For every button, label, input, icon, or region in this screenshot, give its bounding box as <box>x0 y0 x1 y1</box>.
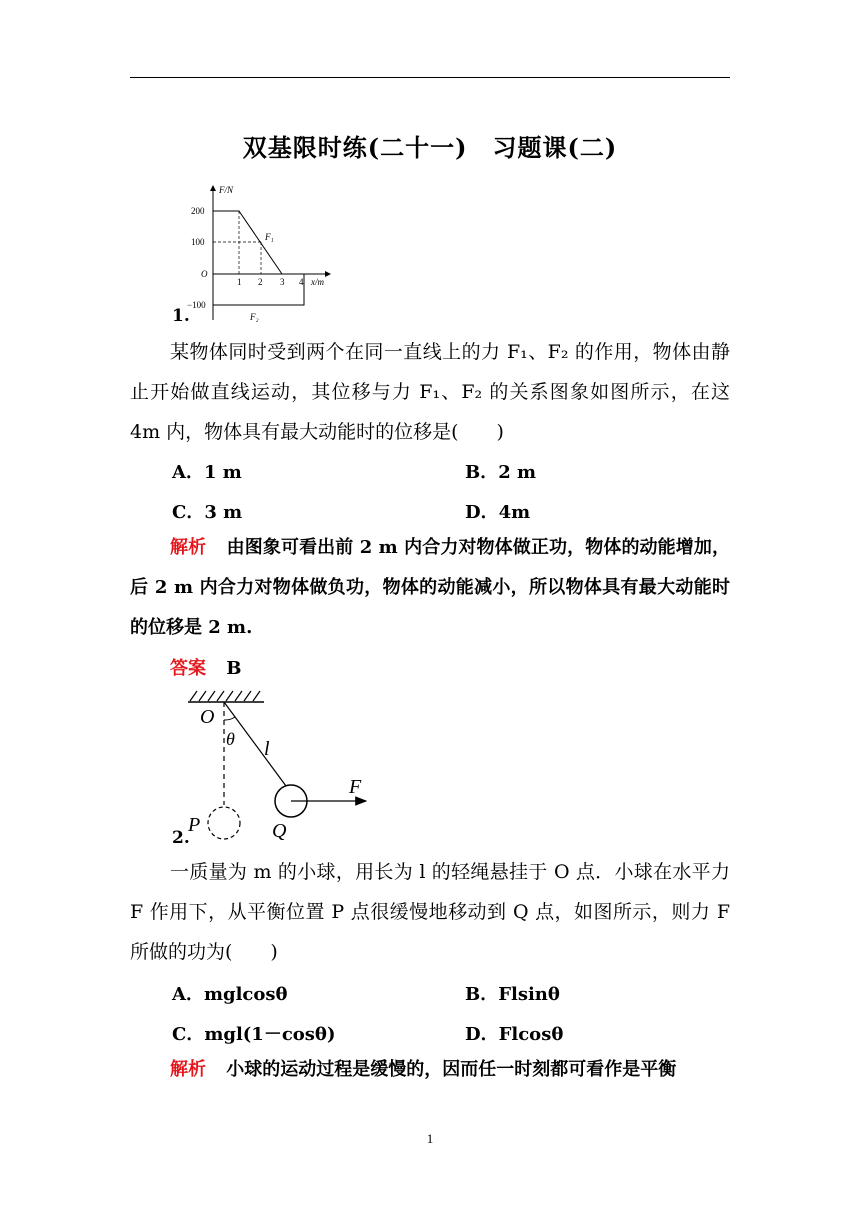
q1-y-axis-label: F/N <box>219 185 234 195</box>
q1-x-tick-1: 1 <box>237 277 242 287</box>
q2-stem: 一质量为 m 的小球，用长为 l 的轻绳悬挂于 O 点．小球在水平力 F 作用下，从平衡位置 P 点很缓慢地移动到 Q 点，如图所示，则力 F 所做的功为( ) <box>130 861 730 963</box>
q1-curve-f1 <box>213 211 282 274</box>
q1-f1-label: F₁ <box>265 232 274 242</box>
q1-analysis-label: 解析 <box>170 537 207 558</box>
q1-x-tick-4: 4 <box>299 277 304 287</box>
q2-option-a: A．mglcosθ <box>172 984 288 1005</box>
q1-f2-label: F₂ <box>250 312 259 322</box>
q1-option-a: A．1 m <box>172 462 242 483</box>
q2-label-p: P <box>188 814 201 836</box>
q2-angle-arc <box>224 717 235 720</box>
q1-answer-label: 答案 <box>170 658 206 679</box>
q1-number: 1. <box>172 306 190 326</box>
q1-option-b: B．2 m <box>465 462 537 483</box>
page-title: 双基限时练(二十一) 习题课(二) <box>242 133 618 162</box>
q1-stem: 某物体同时受到两个在同一直线上的力 F₁、F₂ 的作用，物体由静止开始做直线运动，其位移与力 F₁、F₂ 的关系图象如图所示，在这 4m 内，物体具有最大动能时的位移是( ) <box>130 341 730 443</box>
q2-number: 2. <box>172 828 190 848</box>
q2-ceiling-hatch <box>190 691 260 701</box>
q2-analysis <box>130 1050 730 1090</box>
q2-label-l: l <box>264 738 270 760</box>
q1-analysis-text: 由图象可看出前 2 m 内合力对物体做正功，物体的动能增加，后 2 m 内合力对物体做负功，物体的动能减小，所以物体具有最大动能时的位移是 2 m. <box>130 537 731 638</box>
q2-pendulum-diagram <box>180 683 375 843</box>
q1-force-displacement-graph <box>185 180 340 325</box>
q2-ball-p <box>208 807 240 839</box>
header-rule <box>130 77 730 78</box>
q2-label-f: F <box>349 776 362 798</box>
q1-x-tick-2: 2 <box>258 277 263 287</box>
q1-answer-value: B <box>226 658 242 679</box>
q2-option-b: B．Flsinθ <box>465 984 560 1005</box>
q1-option-d: D．4m <box>465 502 531 523</box>
q1-y-tick-100: 100 <box>191 237 205 247</box>
q2-analysis-label: 解析 <box>170 1059 206 1080</box>
q2-label-theta: θ <box>226 729 235 749</box>
q2-option-c: C．mgl(1－cosθ) <box>172 1024 336 1045</box>
q1-option-c: C．3 m <box>172 502 243 523</box>
page-number: 1 <box>426 1131 434 1146</box>
q1-y-tick-neg100: −100 <box>187 300 206 310</box>
q1-x-tick-3: 3 <box>280 277 285 287</box>
q1-analysis <box>130 528 730 648</box>
q1-x-axis-label: x/m <box>311 277 324 287</box>
q2-label-o: O <box>200 706 215 728</box>
q1-y-tick-200: 200 <box>191 206 205 216</box>
q2-analysis-text: 小球的运动过程是缓慢的，因而任一时刻都可看作是平衡 <box>226 1059 677 1080</box>
q1-origin-label: O <box>201 269 208 279</box>
q2-label-q: Q <box>272 820 287 842</box>
q2-option-d: D．Flcosθ <box>465 1024 564 1045</box>
q1-answer <box>170 654 242 680</box>
